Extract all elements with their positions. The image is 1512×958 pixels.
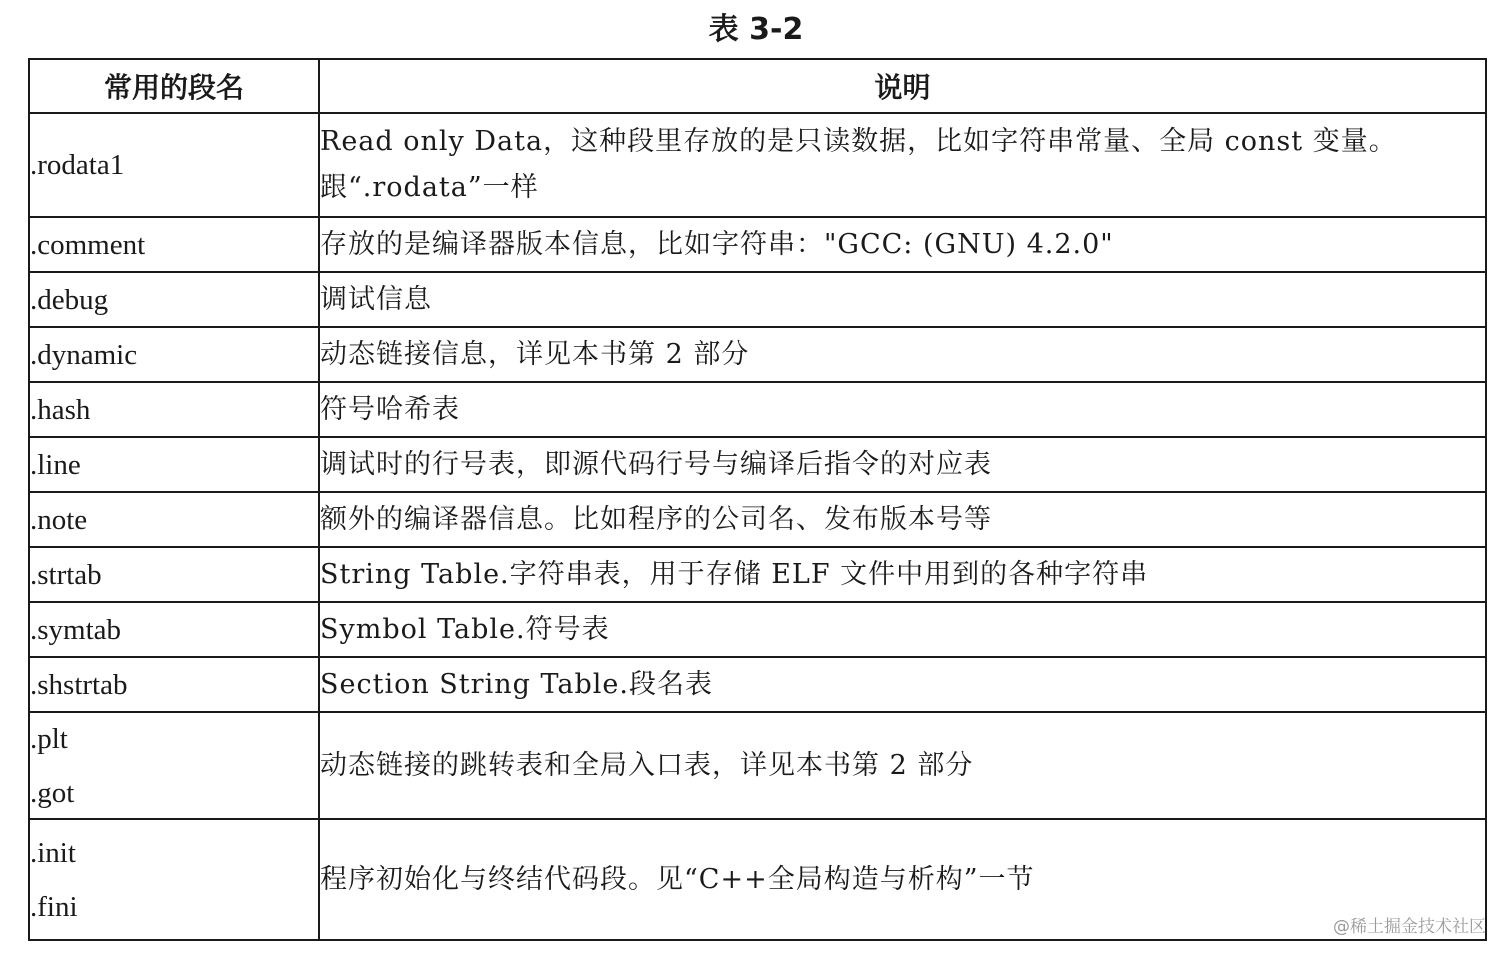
section-name-cell xyxy=(29,492,319,547)
table-row xyxy=(29,437,1486,492)
section-name: .got xyxy=(30,776,75,809)
table-header-row xyxy=(29,59,1486,113)
section-name: .symtab xyxy=(30,613,122,646)
section-name-cell xyxy=(29,547,319,602)
table-row xyxy=(29,272,1486,327)
description-cell: 符号哈希表 xyxy=(319,382,1486,437)
description-cell: Section String Table.段名表 xyxy=(319,657,1486,712)
section-name: .line xyxy=(30,448,81,481)
section-name: .hash xyxy=(30,393,91,426)
section-name-cell xyxy=(29,657,319,712)
section-name-cell xyxy=(29,272,319,327)
table-row xyxy=(29,657,1486,712)
section-names-table xyxy=(28,58,1487,941)
section-name: .strtab xyxy=(30,558,102,591)
description-cell: String Table.字符串表，用于存储 ELF 文件中用到的各种字符串 xyxy=(319,547,1486,602)
section-name-cell xyxy=(29,113,319,217)
section-name-cell xyxy=(29,437,319,492)
table-row xyxy=(29,492,1486,547)
table-row xyxy=(29,602,1486,657)
description-cell: 动态链接信息，详见本书第 2 部分 xyxy=(319,327,1486,382)
description-cell: 程序初始化与终结代码段。见“C++全局构造与析构”一节 xyxy=(319,819,1486,940)
description-cell: 调试信息 xyxy=(319,272,1486,327)
section-name: .fini xyxy=(30,890,78,923)
table-row xyxy=(29,547,1486,602)
section-name-cell xyxy=(29,602,319,657)
description-cell: 动态链接的跳转表和全局入口表，详见本书第 2 部分 xyxy=(319,712,1486,819)
table-row xyxy=(29,819,1486,940)
section-name: .shstrtab xyxy=(30,668,128,701)
section-name: .dynamic xyxy=(30,338,138,371)
section-name: .plt xyxy=(30,722,68,755)
section-name-cell xyxy=(29,217,319,272)
table-row xyxy=(29,327,1486,382)
table-row xyxy=(29,113,1486,217)
description-cell: 调试时的行号表，即源代码行号与编译后指令的对应表 xyxy=(319,437,1486,492)
section-name: .debug xyxy=(30,283,109,316)
section-name-cell xyxy=(29,382,319,437)
section-name: .rodata1 xyxy=(30,149,125,181)
section-name: .comment xyxy=(30,228,146,261)
description-cell: 额外的编译器信息。比如程序的公司名、发布版本号等 xyxy=(319,492,1486,547)
section-name: .init xyxy=(30,836,76,869)
section-name-cell xyxy=(29,819,319,940)
watermark: @稀土掘金技术社区 xyxy=(1333,917,1486,937)
section-name-cell xyxy=(29,327,319,382)
table-caption: 表 3-2 xyxy=(708,12,804,47)
description-cell: Read only Data，这种段里存放的是只读数据，比如字符串常量、全局 const 变量。跟“.rodata”一样 xyxy=(319,113,1486,217)
header-description: 说明 xyxy=(319,59,1486,113)
table-row xyxy=(29,217,1486,272)
description-cell: Symbol Table.符号表 xyxy=(319,602,1486,657)
table-row xyxy=(29,382,1486,437)
table-row xyxy=(29,712,1486,819)
header-section-name: 常用的段名 xyxy=(29,59,319,113)
description-cell: 存放的是编译器版本信息，比如字符串："GCC: (GNU) 4.2.0" xyxy=(319,217,1486,272)
section-name: .note xyxy=(30,503,88,536)
section-name-cell xyxy=(29,712,319,819)
